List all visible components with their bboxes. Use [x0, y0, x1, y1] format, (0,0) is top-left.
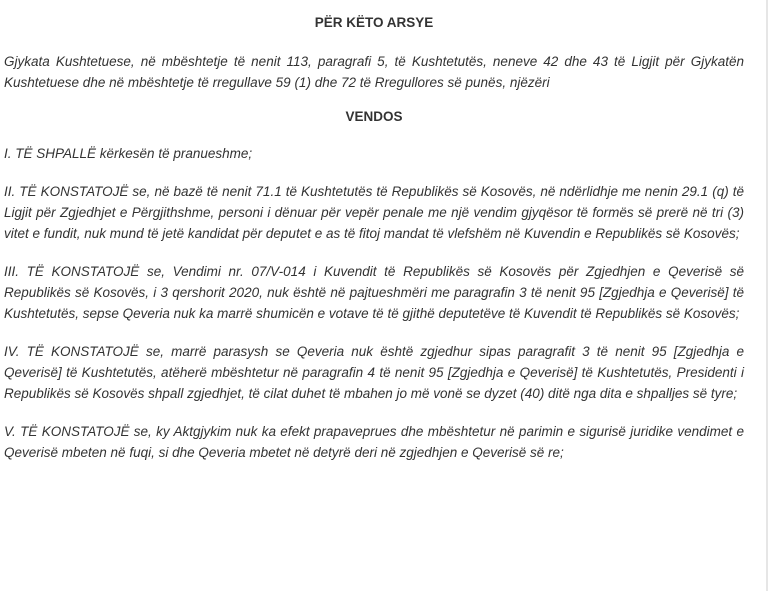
ruling-point-2: II. TË KONSTATOJË se, në bazë të nenit 71.1 të Kushtetutës të Republikës së Kosovës, në ndërlidhje me nenin 29.1 (q) të Ligjit për Zgjedhjet e Përgjithshme, personi i dënuar për vepër penale me një vendim gjyqësor të formës së prerë në tri (3) vitet e fundit, nuk mund të jetë kandidat për deputet e as të fitoj mandat të vlefshëm në Kuvendin e Republikës së Kosovës; — [4, 184, 744, 241]
ruling-text — [4, 0, 744, 463]
ruling-point-3: III. TË KONSTATOJË se, Vendimi nr. 07/V-014 i Kuvendit të Republikës së Kosovës për Zgjedhjen e Qeverisë së Republikës së Kosovës, i 3 qershorit 2020, nuk është në pajtueshmëri me paragrafin 3 të nenit 95 [Zgjedhja e Qeverisë] të Kushtetutës, sepse Qeveria nuk ka marrë shumicën e votave të të gjithë deputetëve të Kuvendit të Republikës së Kosovës; — [4, 264, 744, 321]
ruling-point-5: V. TË KONSTATOJË se, ky Aktgjykim nuk ka efekt prapaveprues dhe mbështetur në parimin e sigurisë juridike vendimet e Qeverisë mbeten në fuqi, si dhe Qeveria mbetet në detyrë deri në zgjedhjen e Qeverisë së re; — [4, 424, 744, 460]
heading-for-these-reasons: PËR KËTO ARSYE — [314, 15, 434, 30]
ruling-point-4: IV. TË KONSTATOJË se, marrë parasysh se Qeveria nuk është zgjedhur sipas paragrafit 3 të nenit 95 [Zgjedhja e Qeverisë] të Kushtetutës, atëherë mbështetur në paragrafin 4 të nenit 95 [Zgjedhja e Qeverisë] të Kushtetutës, Presidenti i Republikës së Kosovës shpall zgjedhjet, të cilat duhet të mbahen jo më vonë se dyzet (40) ditë nga dita e shpalljes së tyre; — [4, 344, 744, 401]
ruling-point-1: I. TË SHPALLË kërkesën të pranueshme; — [4, 146, 253, 161]
intro-paragraph: Gjykata Kushtetuese, në mbështetje të nenit 113, paragrafi 5, të Kushtetutës, neneve 42 dhe 43 të Ligjit për Gjykatën Kushtetuese dhe në mbështetje të rregullave 59 (1) dhe 72 të Rregullores së punës, njëzëri — [4, 54, 744, 90]
heading-decides: VENDOS — [345, 109, 403, 124]
